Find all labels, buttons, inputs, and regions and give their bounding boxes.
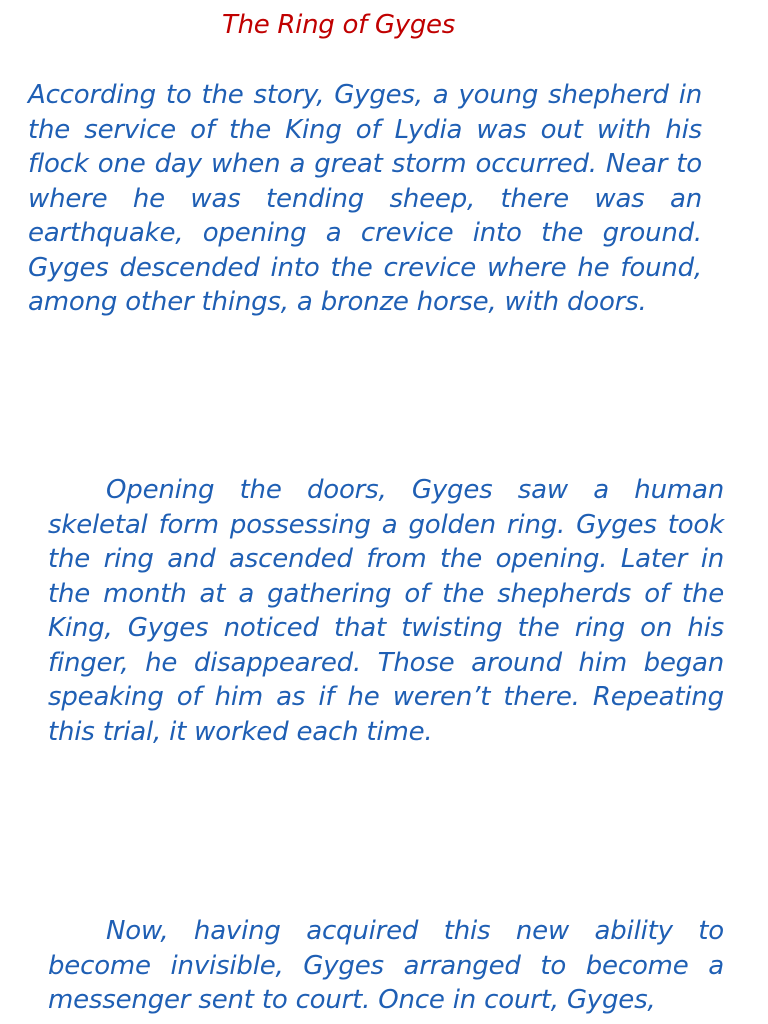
document-title: The Ring of Gyges [222,10,455,40]
paragraph-3: Now, having acquired this new ability to become invisible, Gyges arranged to become a messenger sent to court. Once in court, Gyges, [48,916,724,1015]
paragraph-2: Opening the doors, Gyges saw a human skeletal form possessing a golden ring. Gyges took the ring and ascended from the opening. Later in the month at a gathering of the shepherds of the King, Gyges noticed that twisting the ring on his finger, he disappeared. Those around him began speaking of him as if he weren’t there. Repeating this trial, it worked each time. [48,475,724,747]
paragraph-1: According to the story, Gyges, a young shepherd in the service of the King of Lydia was out with his flock one day when a great storm occurred. Near to where he was tending sheep, there was an earthquake, opening a crevice into the ground. Gyges descended into the crevice where he found, among other things, a bronze horse, with doors. [28,80,702,317]
